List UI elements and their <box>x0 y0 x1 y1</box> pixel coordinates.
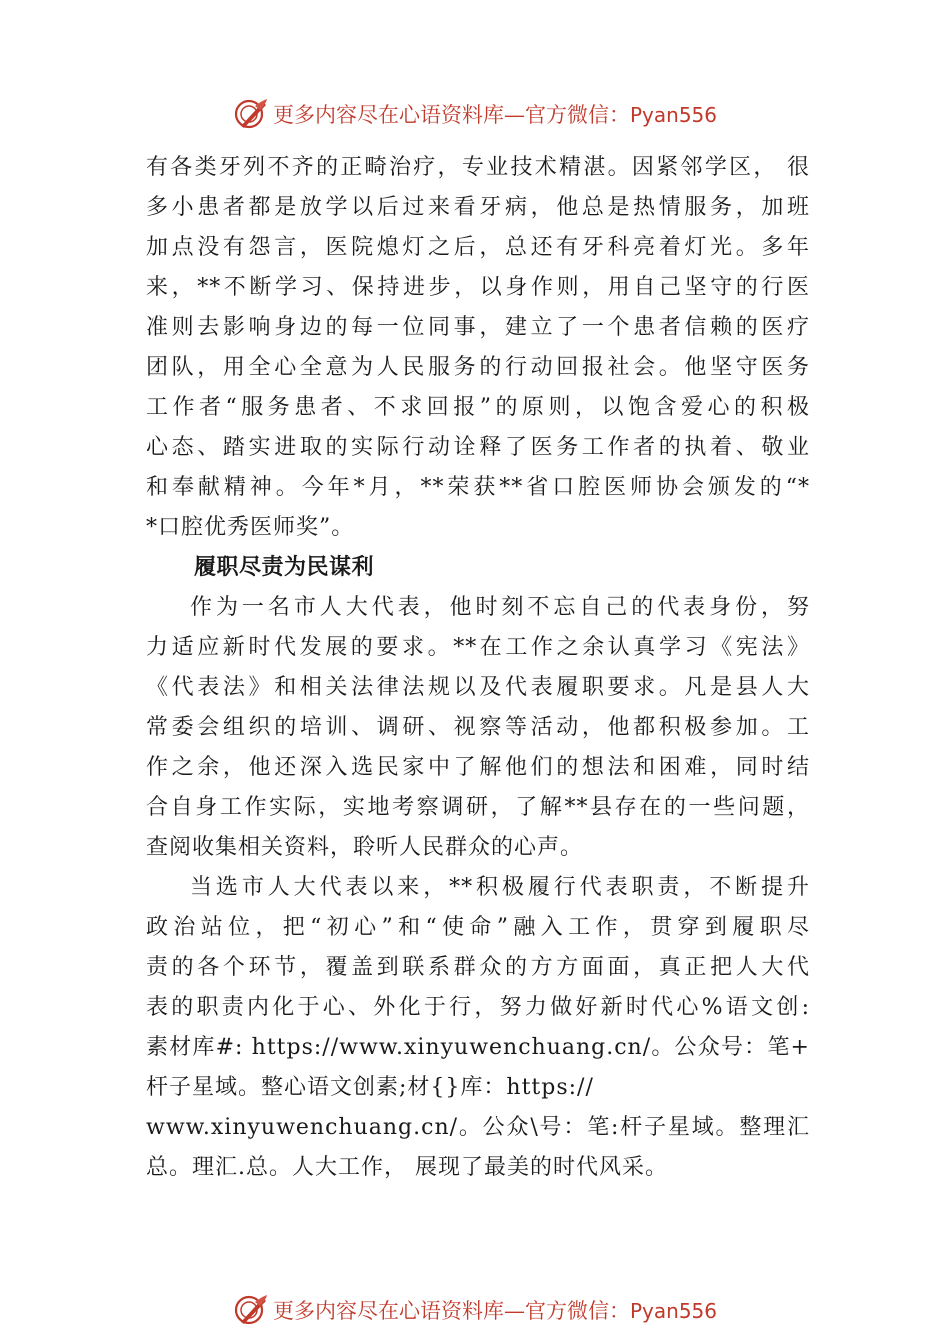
banner-text: 更多内容尽在心语资料库—官方微信：Pyan556 <box>272 103 717 127</box>
paragraph-line: 加点没有怨言，医院熄灯之后，总还有牙科亮着灯光。多年 <box>146 235 810 260</box>
paragraph-line: 总。理汇.总。人大工作， 展现了最美的时代风采。 <box>146 1155 668 1180</box>
paragraph-line: 多小患者都是放学以后过来看牙病，他总是热情服务，加班 <box>146 195 810 220</box>
paragraph-line: *口腔优秀医师奖”。 <box>146 515 355 540</box>
paragraph-line: 杆子星域。整心语文创素;材{}库：https:// <box>146 1075 594 1100</box>
paragraph-line: 心态、踏实进取的实际行动诠释了医务工作者的执着、敬业 <box>146 435 810 460</box>
paragraph-line: 来，**不断学习、保持进步，以身作则，用自己坚守的行医 <box>146 275 810 300</box>
paragraph-line: www.xinyuwenchuang.cn/。公众\号：笔:杆子星域。整理汇 <box>146 1115 810 1140</box>
paragraph-line: 《代表法》和相关法律法规以及代表履职要求。凡是县人大 <box>146 675 810 700</box>
paragraph-line: 作为一名市人大代表，他时刻不忘自己的代表身份，努 <box>190 595 810 620</box>
paragraph-line: 当选市人大代表以来，**积极履行代表职责，不断提升 <box>190 875 810 900</box>
paragraph-line: 作之余，他还深入选民家中了解他们的想法和困难，同时结 <box>146 755 810 780</box>
banner-account: Pyan556 <box>629 1299 717 1323</box>
paragraph-line: 合自身工作实际，实地考察调研，了解**县存在的一些问题， <box>146 795 810 820</box>
paragraph-line: 表的职责内化于心、外化于行，努力做好新时代心%语文创: <box>146 995 810 1020</box>
banner-text: 更多内容尽在心语资料库—官方微信：Pyan556 <box>272 1299 717 1323</box>
footer-banner <box>0 1290 950 1330</box>
paragraph-line: 和奉献精神。今年*月，**荣获**省口腔医师协会颁发的“* <box>146 475 810 500</box>
paragraph-line: 查阅收集相关资料，聆听人民群众的心声。 <box>146 835 584 860</box>
paragraph-line: 政治站位，把“初心”和“使命”融入工作，贯穿到履职尽 <box>146 915 810 940</box>
banner-account: Pyan556 <box>629 103 717 127</box>
paragraph-line: 力适应新时代发展的要求。**在工作之余认真学习《宪法》 <box>146 635 810 660</box>
paragraph-line: 工作者“服务患者、不求回报”的原则，以饱含爱心的积极 <box>146 395 810 420</box>
quill-logo-icon <box>233 1292 269 1328</box>
paragraph-line: 常委会组织的培训、调研、视察等活动，他都积极参加。工 <box>146 715 810 740</box>
paragraph-line: 素材库#: https://www.xinyuwenchuang.cn/。公众号：笔+ <box>146 1035 810 1060</box>
document-body <box>146 148 810 1188</box>
paragraph-line: 团队，用全心全意为人民服务的行动回报社会。他坚守医务 <box>146 355 810 380</box>
header-banner <box>0 94 950 134</box>
section-heading: 履职尽责为民谋利 <box>194 555 375 580</box>
paragraph-line: 准则去影响身边的每一位同事，建立了一个患者信赖的医疗 <box>146 315 810 340</box>
paragraph-line: 责的各个环节，覆盖到联系群众的方方面面，真正把人大代 <box>146 955 810 980</box>
paragraph-line: 有各类牙列不齐的正畸治疗，专业技术精湛。因紧邻学区， 很 <box>146 155 810 180</box>
quill-logo-icon <box>233 96 269 132</box>
